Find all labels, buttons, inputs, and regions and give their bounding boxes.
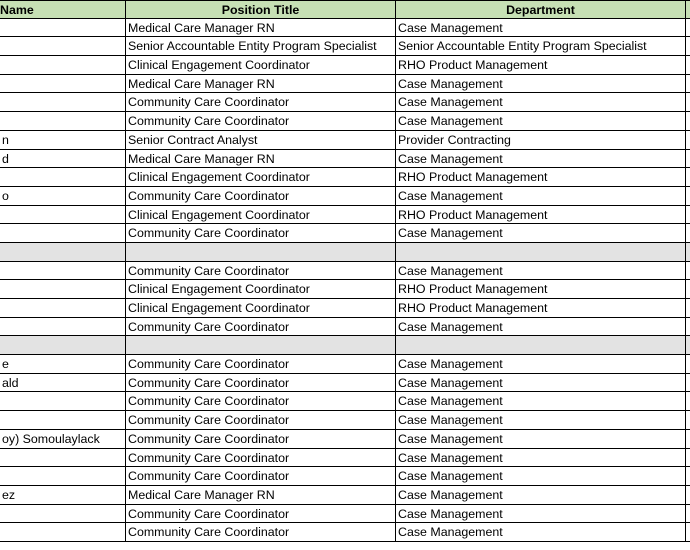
position-title-cell[interactable]: Clinical Engagement Coordinator — [126, 206, 396, 225]
department-cell[interactable]: Case Management — [396, 93, 686, 112]
next-column-cell[interactable] — [686, 75, 690, 94]
name-cell[interactable]: e — [0, 355, 126, 374]
department-cell[interactable]: Case Management — [396, 411, 686, 430]
name-cell[interactable] — [0, 280, 126, 299]
department-cell[interactable] — [396, 243, 686, 262]
position-title-cell[interactable]: Community Care Coordinator — [126, 318, 396, 337]
position-title-cell[interactable]: Community Care Coordinator — [126, 505, 396, 524]
department-cell[interactable]: Case Management — [396, 505, 686, 524]
name-cell[interactable] — [0, 336, 126, 355]
department-cell[interactable]: Case Management — [396, 19, 686, 38]
position-title-cell[interactable]: Medical Care Manager RN — [126, 19, 396, 38]
next-column-cell[interactable] — [686, 411, 690, 430]
name-cell[interactable]: oy) Somoulaylack — [0, 430, 126, 449]
department-cell[interactable]: RHO Product Management — [396, 168, 686, 187]
next-column-cell[interactable] — [686, 355, 690, 374]
position-title-cell[interactable]: Community Care Coordinator — [126, 93, 396, 112]
next-column-cell[interactable] — [686, 392, 690, 411]
name-cell[interactable] — [0, 449, 126, 468]
next-column-cell[interactable] — [686, 299, 690, 318]
position-title-cell[interactable]: Community Care Coordinator — [126, 449, 396, 468]
name-cell[interactable] — [0, 392, 126, 411]
next-column-cell[interactable] — [686, 131, 690, 150]
position-title-cell[interactable] — [126, 243, 396, 262]
department-cell[interactable]: Case Management — [396, 467, 686, 486]
name-cell[interactable] — [0, 75, 126, 94]
next-column-cell[interactable] — [686, 187, 690, 206]
department-cell[interactable]: Case Management — [396, 486, 686, 505]
position-title-cell[interactable]: Medical Care Manager RN — [126, 486, 396, 505]
next-column-cell[interactable] — [686, 336, 690, 355]
department-cell[interactable]: Case Management — [396, 187, 686, 206]
name-cell[interactable] — [0, 168, 126, 187]
position-title-cell[interactable]: Community Care Coordinator — [126, 411, 396, 430]
position-title-cell[interactable]: Medical Care Manager RN — [126, 75, 396, 94]
name-cell[interactable] — [0, 467, 126, 486]
position-title-cell[interactable]: Community Care Coordinator — [126, 430, 396, 449]
name-cell[interactable] — [0, 93, 126, 112]
name-cell[interactable] — [0, 523, 126, 542]
department-cell[interactable]: RHO Product Management — [396, 280, 686, 299]
next-column-cell[interactable] — [686, 430, 690, 449]
position-title-cell[interactable]: Senior Accountable Entity Program Specialist — [126, 37, 396, 56]
department-cell[interactable] — [396, 336, 686, 355]
next-column-cell[interactable] — [686, 112, 690, 131]
department-cell[interactable]: Provider Contracting — [396, 131, 686, 150]
header-name[interactable]: Name — [0, 0, 126, 19]
position-title-cell[interactable]: Community Care Coordinator — [126, 467, 396, 486]
name-cell[interactable] — [0, 262, 126, 281]
position-title-cell[interactable] — [126, 336, 396, 355]
next-column-cell[interactable] — [686, 523, 690, 542]
position-title-cell[interactable]: Community Care Coordinator — [126, 262, 396, 281]
department-cell[interactable]: Case Management — [396, 150, 686, 169]
department-cell[interactable]: RHO Product Management — [396, 206, 686, 225]
name-cell[interactable] — [0, 318, 126, 337]
next-column-cell[interactable] — [686, 93, 690, 112]
department-cell[interactable]: Case Management — [396, 355, 686, 374]
name-cell[interactable] — [0, 37, 126, 56]
next-column-cell[interactable] — [686, 318, 690, 337]
name-cell[interactable]: d — [0, 150, 126, 169]
department-cell[interactable]: Case Management — [396, 392, 686, 411]
position-title-cell[interactable]: Medical Care Manager RN — [126, 150, 396, 169]
header-position-title[interactable]: Position Title — [126, 0, 396, 19]
name-cell[interactable] — [0, 299, 126, 318]
position-title-cell[interactable]: Community Care Coordinator — [126, 374, 396, 393]
header-department[interactable]: Department — [396, 0, 686, 19]
next-column-cell[interactable] — [686, 150, 690, 169]
department-cell[interactable]: Case Management — [396, 112, 686, 131]
name-cell[interactable] — [0, 505, 126, 524]
name-cell[interactable] — [0, 19, 126, 38]
position-title-cell[interactable]: Senior Contract Analyst — [126, 131, 396, 150]
department-cell[interactable]: Case Management — [396, 75, 686, 94]
position-title-cell[interactable]: Clinical Engagement Coordinator — [126, 299, 396, 318]
next-column-cell[interactable] — [686, 56, 690, 75]
position-title-cell[interactable]: Community Care Coordinator — [126, 392, 396, 411]
next-column-cell[interactable] — [686, 486, 690, 505]
name-cell[interactable] — [0, 243, 126, 262]
next-column-cell[interactable] — [686, 168, 690, 187]
next-column-cell[interactable] — [686, 206, 690, 225]
next-column-cell[interactable] — [686, 374, 690, 393]
department-cell[interactable]: Case Management — [396, 224, 686, 243]
department-cell[interactable]: Case Management — [396, 449, 686, 468]
name-cell[interactable]: ez — [0, 486, 126, 505]
position-title-cell[interactable]: Clinical Engagement Coordinator — [126, 168, 396, 187]
position-title-cell[interactable]: Community Care Coordinator — [126, 355, 396, 374]
position-title-cell[interactable]: Community Care Coordinator — [126, 187, 396, 206]
next-column-cell[interactable] — [686, 224, 690, 243]
department-cell[interactable]: Case Management — [396, 430, 686, 449]
department-cell[interactable]: RHO Product Management — [396, 56, 686, 75]
department-cell[interactable]: Senior Accountable Entity Program Specialist — [396, 37, 686, 56]
position-title-cell[interactable]: Community Care Coordinator — [126, 224, 396, 243]
department-cell[interactable]: Case Management — [396, 523, 686, 542]
name-cell[interactable] — [0, 206, 126, 225]
next-column-cell[interactable] — [686, 243, 690, 262]
name-cell[interactable] — [0, 112, 126, 131]
next-column-cell[interactable] — [686, 280, 690, 299]
header-next-column[interactable] — [686, 0, 690, 19]
next-column-cell[interactable] — [686, 262, 690, 281]
name-cell[interactable]: ald — [0, 374, 126, 393]
position-title-cell[interactable]: Community Care Coordinator — [126, 112, 396, 131]
position-title-cell[interactable]: Clinical Engagement Coordinator — [126, 280, 396, 299]
department-cell[interactable]: Case Management — [396, 374, 686, 393]
name-cell[interactable]: o — [0, 187, 126, 206]
department-cell[interactable]: Case Management — [396, 262, 686, 281]
name-cell[interactable]: n — [0, 131, 126, 150]
position-title-cell[interactable]: Community Care Coordinator — [126, 523, 396, 542]
next-column-cell[interactable] — [686, 449, 690, 468]
department-cell[interactable]: RHO Product Management — [396, 299, 686, 318]
position-title-cell[interactable]: Clinical Engagement Coordinator — [126, 56, 396, 75]
next-column-cell[interactable] — [686, 505, 690, 524]
next-column-cell[interactable] — [686, 467, 690, 486]
next-column-cell[interactable] — [686, 19, 690, 38]
name-cell[interactable] — [0, 56, 126, 75]
next-column-cell[interactable] — [686, 37, 690, 56]
department-cell[interactable]: Case Management — [396, 318, 686, 337]
name-cell[interactable] — [0, 224, 126, 243]
name-cell[interactable] — [0, 411, 126, 430]
